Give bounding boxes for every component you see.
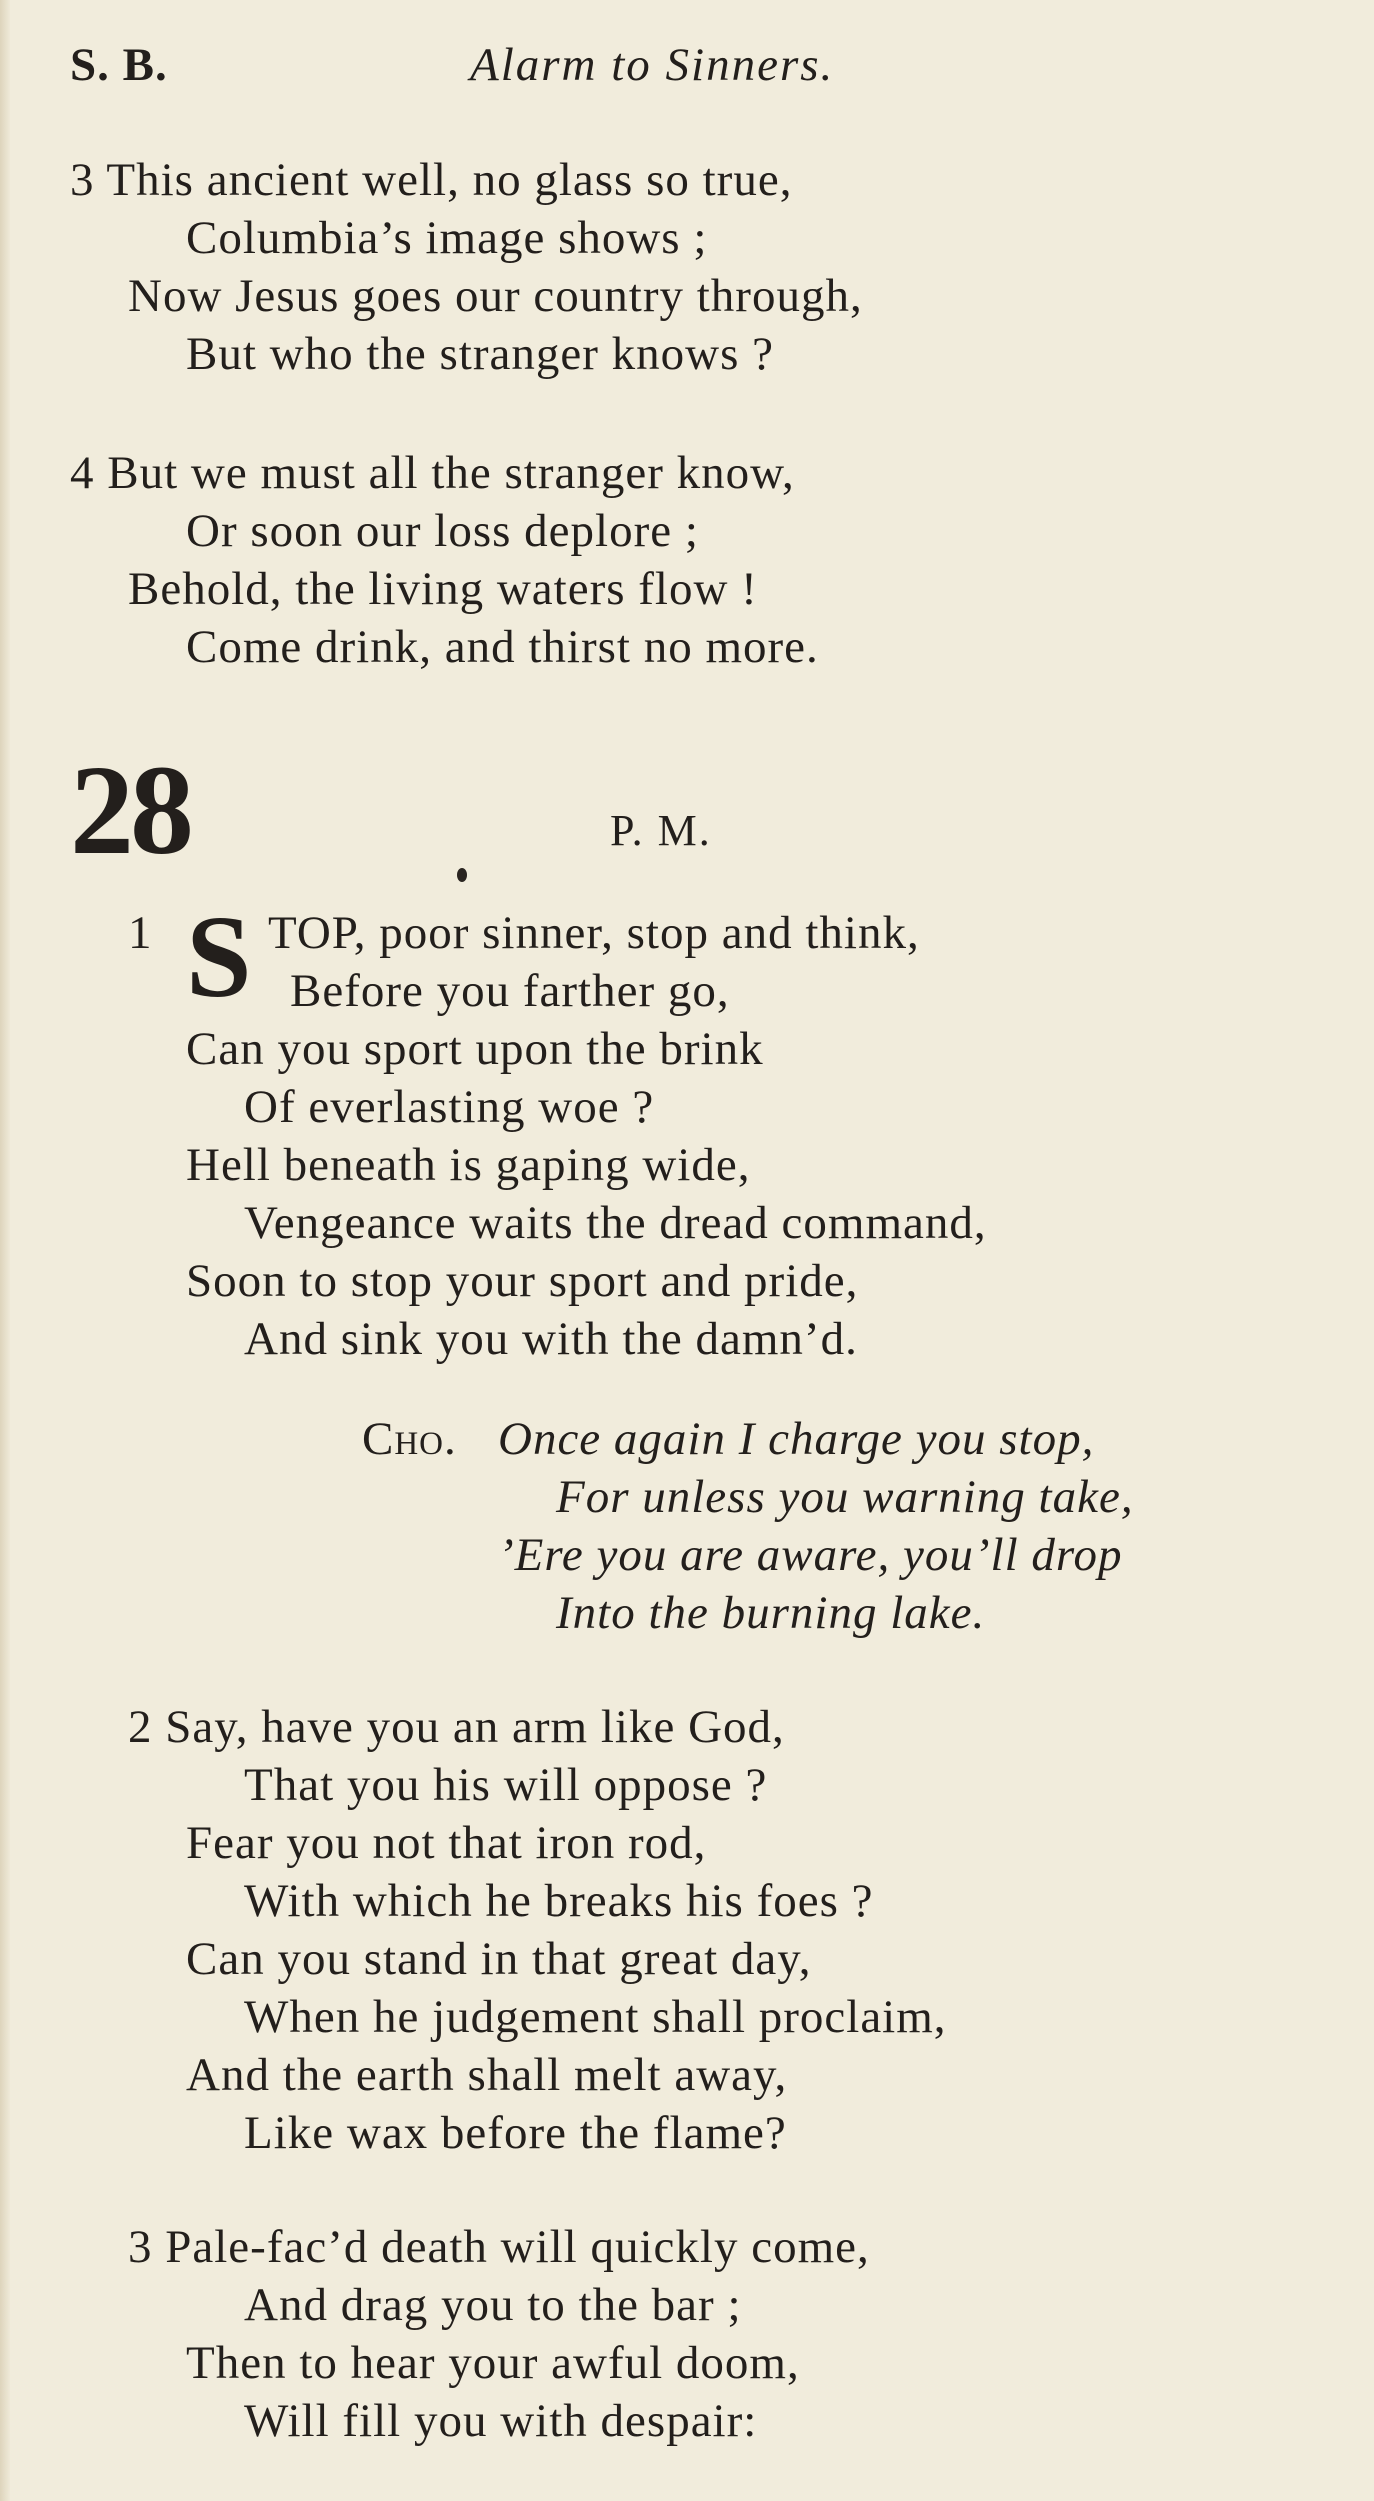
verse-line: Then to hear your awful doom,	[186, 2337, 800, 2389]
chorus-line: For unless you warning take,	[556, 1471, 1134, 1523]
chorus-line: Once again I charge you stop,	[498, 1413, 1095, 1465]
verse-line: TOP, poor sinner, stop and think,	[268, 907, 920, 959]
verse-line: Come drink, and thirst no more.	[186, 621, 819, 673]
page-edge	[0, 0, 10, 2501]
chorus-line: Into the burning lake.	[556, 1587, 986, 1639]
verse-line: Vengeance waits the dread command,	[244, 1197, 987, 1249]
chorus-label: Cho.	[362, 1413, 457, 1465]
chorus-line: ’Ere you are aware, you’ll drop	[498, 1529, 1123, 1581]
verse-line: And sink you with the damn’d.	[244, 1313, 858, 1365]
verse-line: 4 But we must all the stranger know,	[70, 447, 795, 499]
verse-line: Hell beneath is gaping wide,	[186, 1139, 751, 1191]
verse-line: Now Jesus goes our country through,	[128, 270, 863, 322]
verse-line: Like wax before the flame?	[244, 2107, 787, 2159]
verse-line: And drag you to the bar ;	[244, 2279, 742, 2331]
verse-line: That you his will oppose ?	[244, 1759, 768, 1811]
verse-line: Columbia’s image shows ;	[186, 212, 708, 264]
running-head-left: S. B.	[70, 39, 168, 91]
verse-line: Can you sport upon the brink	[186, 1023, 764, 1075]
verse-line: But who the stranger knows ?	[186, 328, 774, 380]
verse-line: Before you farther go,	[290, 965, 730, 1017]
verse-line: Fear you not that iron rod,	[186, 1817, 707, 1869]
verse-line: Soon to stop your sport and pride,	[186, 1255, 859, 1307]
verse-line: Can you stand in that great day,	[186, 1933, 812, 1985]
verse-line: Behold, the living waters flow !	[128, 563, 758, 615]
verse-number: 1	[128, 907, 153, 959]
verse-line: With which he breaks his foes ?	[244, 1875, 874, 1927]
verse-line: 2 Say, have you an arm like God,	[128, 1701, 785, 1753]
verse-line: When he judgement shall proclaim,	[244, 1991, 947, 2043]
verse-line: Will fill you with despair:	[244, 2395, 758, 2447]
verse-line: And the earth shall melt away,	[186, 2049, 788, 2101]
running-head-title: Alarm to Sinners.	[470, 39, 835, 91]
drop-cap: S	[186, 891, 252, 1022]
verse-line: Or soon our loss deplore ;	[186, 505, 699, 557]
verse-line: Of everlasting woe ?	[244, 1081, 655, 1133]
verse-line: 3 Pale-fac’d death will quickly come,	[128, 2221, 870, 2273]
verse-line: 3 This ancient well, no glass so true,	[70, 154, 793, 206]
ornament-dot	[457, 868, 467, 882]
hymn-meter: P. M.	[610, 806, 712, 855]
hymn-number: 28	[70, 739, 190, 881]
